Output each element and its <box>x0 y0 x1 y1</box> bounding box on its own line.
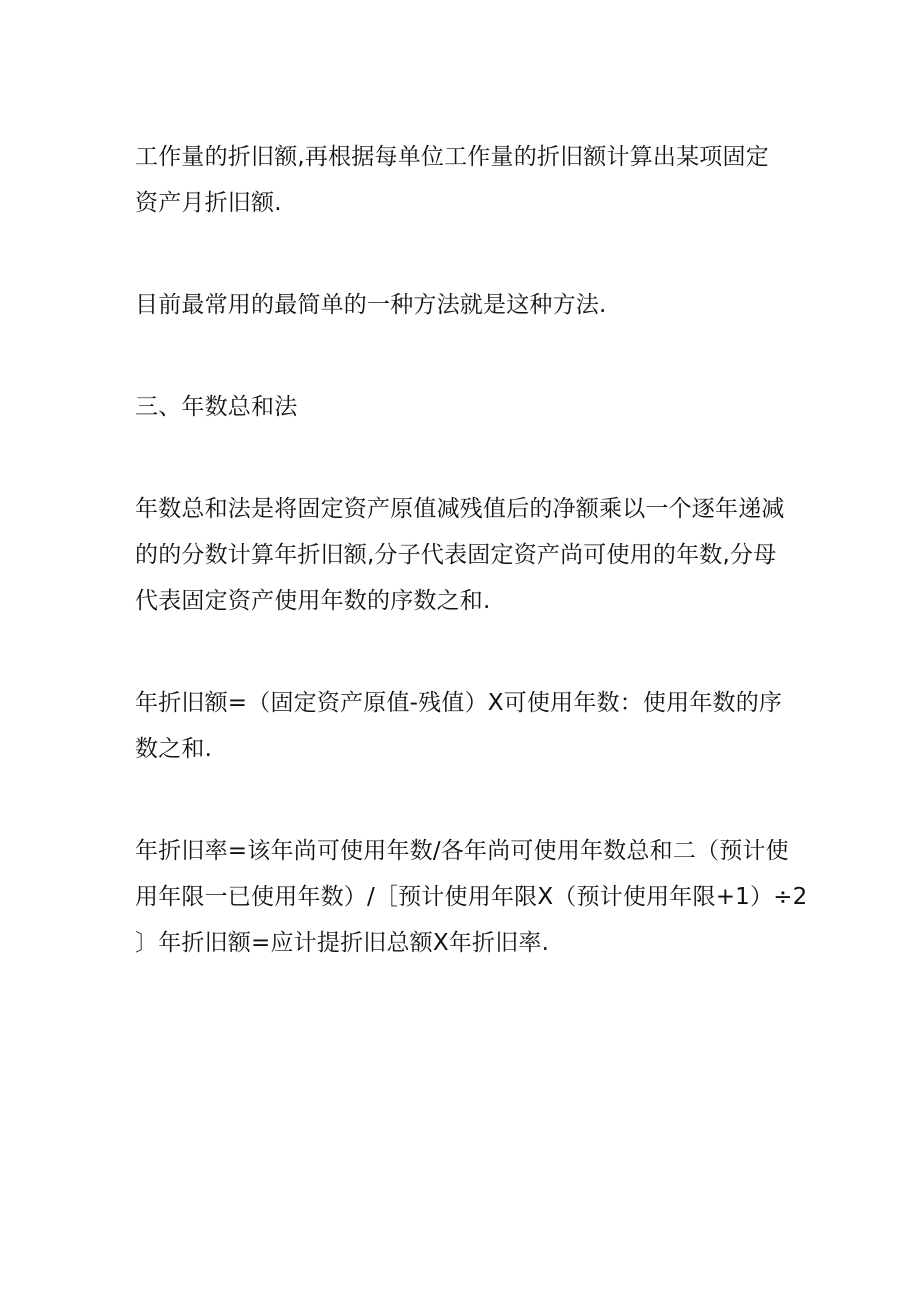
paragraph-spacer <box>135 328 795 384</box>
document-body <box>135 134 808 966</box>
paragraph-workload-method-end <box>135 134 795 226</box>
paragraph-spacer <box>135 624 795 680</box>
text-line: 用年限一已使用年数）/［预计使用年限X（预计使用年限+1）÷2 <box>135 884 808 910</box>
paragraph-common-method-note <box>135 282 795 328</box>
text-line: 〕年折旧额=应计提折旧总额X年折旧率. <box>135 930 550 956</box>
text-line: 代表固定资产使用年数的序数之和. <box>135 588 491 614</box>
text-line: 工作量的折旧额,再根据每单位工作量的折旧额计算出某项固定 <box>135 144 769 170</box>
paragraph-spacer <box>135 430 795 486</box>
paragraph-sum-of-years-definition <box>135 486 795 624</box>
section-heading <box>135 384 795 430</box>
paragraph-annual-depreciation-formula <box>135 680 795 772</box>
text-line: 目前最常用的最简单的一种方法就是这种方法. <box>135 292 607 318</box>
paragraph-depreciation-rate-formula <box>135 828 808 966</box>
paragraph-spacer <box>135 772 795 828</box>
text-line: 年折旧率=该年尚可使用年数/各年尚可使用年数总和二（预计使 <box>135 838 789 864</box>
text-line: 数之和. <box>135 736 213 762</box>
text-line: 的的分数计算年折旧额,分子代表固定资产尚可使用的年数,分母 <box>135 542 777 568</box>
heading-text: 三、年数总和法 <box>135 394 298 420</box>
text-line: 年折旧额=（固定资产原值-残值）X可使用年数：使用年数的序 <box>135 690 783 716</box>
paragraph-spacer <box>135 226 795 282</box>
text-line: 资产月折旧额. <box>135 190 282 216</box>
text-line: 年数总和法是将固定资产原值减残值后的净额乘以一个逐年递减 <box>135 496 785 522</box>
